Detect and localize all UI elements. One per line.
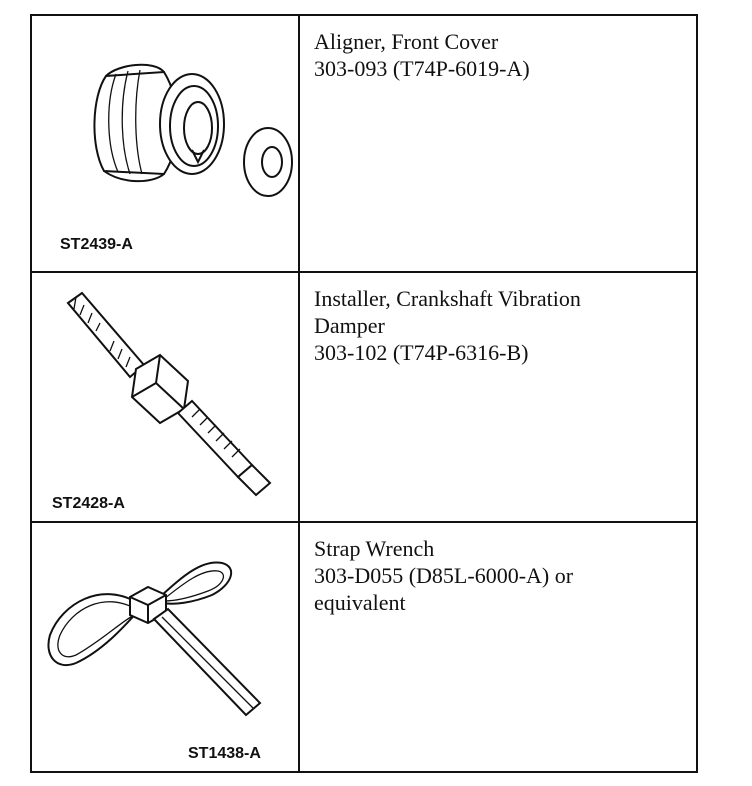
table-row xyxy=(32,16,696,271)
art-id-label: ST1438-A xyxy=(188,745,261,762)
art-id-label: ST2439-A xyxy=(60,236,133,253)
tool-name-line2: Damper xyxy=(314,313,385,338)
tool-description xyxy=(300,523,696,771)
strap-wrench-icon xyxy=(32,523,298,771)
tool-part-number: 303-102 (T74P-6316-B) xyxy=(314,340,529,365)
tool-name-line1: Installer, Crankshaft Vibration xyxy=(314,286,581,311)
front-cover-aligner-icon xyxy=(32,16,298,269)
table-row xyxy=(32,521,696,771)
tool-part-number: 303-093 (T74P-6019-A) xyxy=(314,56,530,81)
illustration-cell xyxy=(32,523,300,771)
art-id-label: ST2428-A xyxy=(52,495,125,512)
special-tools-table xyxy=(30,14,698,773)
illustration-cell xyxy=(32,16,300,271)
tool-name: Aligner, Front Cover xyxy=(314,29,499,54)
vibration-damper-installer-icon xyxy=(32,273,298,521)
tool-note: equivalent xyxy=(314,590,406,615)
tool-name: Strap Wrench xyxy=(314,536,435,561)
illustration-cell xyxy=(32,273,300,521)
tool-part-number: 303-D055 (D85L-6000-A) or xyxy=(314,563,574,588)
table-row xyxy=(32,271,696,521)
tool-description xyxy=(300,16,696,271)
tool-description xyxy=(300,273,696,521)
